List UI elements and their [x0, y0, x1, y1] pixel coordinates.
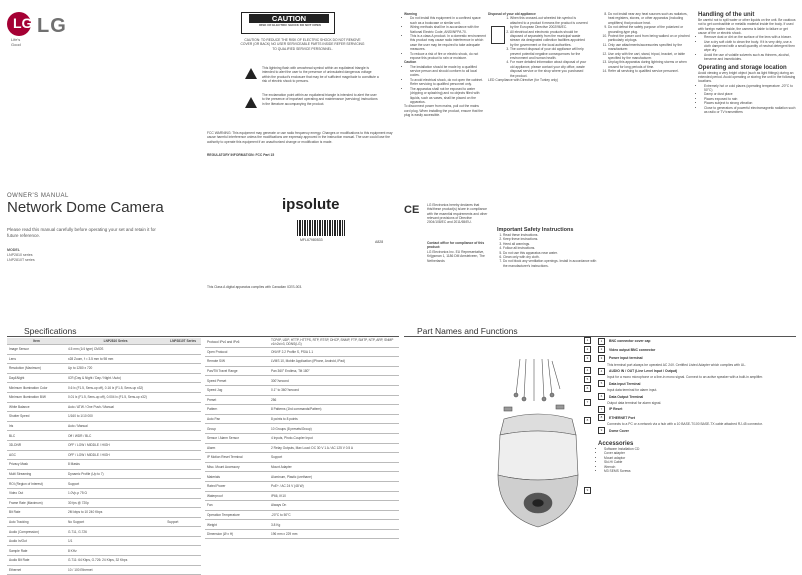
spec-cell: Protocol IPv4 and IPv6 — [205, 338, 269, 347]
spec-cell: Pan 360° Endless, Tilt 180° — [269, 366, 399, 376]
spec-cell: ICR (Day & Night / Day / Night / Auto) — [66, 373, 165, 383]
spec-row — [7, 345, 201, 355]
safety-item: 3. Heed all warnings. — [503, 242, 597, 246]
lg-logo-mark: LG — [7, 12, 31, 36]
part-item: 6 Data Output Terminal — [598, 392, 796, 401]
spec-col-lnp2810t: LNP2810T Series — [165, 338, 201, 345]
callout-8: 8 — [584, 417, 591, 424]
spec-row — [205, 443, 399, 453]
spec-row — [7, 517, 201, 527]
spec-cell: 30 fps @ 720p — [66, 498, 165, 508]
part-item: 4 AUDIO IN / OUT (Line Level Input / Output) — [598, 367, 796, 376]
safety-item: 2. Keep these instructions. — [503, 237, 597, 241]
safety-item: 11. Only use attachments/accessories specified by the manufacturer. — [608, 43, 694, 52]
spec-row — [205, 491, 399, 501]
part-description: Output data terminal for alarm signal. — [607, 400, 662, 405]
spec-cell — [165, 536, 201, 546]
spec-cell: Off / WDR / BLC — [66, 431, 165, 441]
spec-cell: 300°/second — [269, 376, 399, 386]
safety-item: 9. Do not defeat the safety purpose of the polarized or grounding-type plug. — [608, 25, 694, 34]
callout-2: 2 — [584, 346, 591, 353]
dome-camera-illustration — [490, 355, 586, 535]
spec-cell: Support — [66, 479, 165, 489]
spec-cell: Misc. Mount Accessory — [205, 462, 269, 472]
accessory-item: • Mount adaptor — [604, 456, 796, 460]
spec-row — [7, 364, 201, 374]
warning-item: • Do not install this equipment in a confined space such as a bookcase or similar unit. — [410, 16, 486, 25]
spec-cell: Video Out — [7, 488, 66, 498]
location-item: • Damp or dust place — [704, 92, 796, 96]
spec-cell — [165, 354, 201, 364]
spec-row — [205, 395, 399, 405]
spec-cell: 2M kbps to 10 240 Kbps — [66, 508, 165, 518]
spec-cell: Weight — [205, 520, 269, 530]
spec-cell — [165, 431, 201, 441]
location-item: • Close to generators of powerful electromagnetic radiation such as radio or TV transmitters — [704, 106, 796, 115]
disposal-step: 4. For more detailed information about disposal of your old appliance, please contact your city office, waste disposal service or the shop where you purchased the product. — [510, 60, 588, 78]
spec-cell: G.711, G.726 — [66, 527, 165, 537]
callout-9: 9 — [584, 487, 591, 494]
spec-row — [7, 527, 201, 537]
caution-item: • To avoid electrical shock, do not open the cabinet. Refer servicing to qualified personnel only. — [410, 78, 486, 87]
disconnect-text: To disconnect power from mains, pull out the mains cord plug. When installing the product, ensure that the plug is easily accessible. — [404, 104, 483, 117]
part-item: 2 Video output BNC connector — [598, 346, 796, 355]
handling-item: • Use a dry soft cloth to clean the body. If it is very dirty, use a cloth dampened with a small quantity of neutral detergent then wipe dry. — [704, 40, 796, 53]
spec-cell: 1/1 — [66, 536, 165, 546]
spec-cell — [165, 498, 201, 508]
spec-cell: 1/160 to 1/10 000 — [66, 412, 165, 422]
safety-section — [497, 227, 597, 268]
disposal-title: Disposal of your old appliance — [488, 12, 536, 16]
disposal-steps — [506, 16, 588, 78]
lg-tagline: Life's Good — [11, 37, 21, 47]
spec-cell: Preset — [205, 395, 269, 405]
spec-cell: Support — [165, 517, 201, 527]
spec-row — [7, 479, 201, 489]
accessories-title: Accessories — [598, 440, 634, 447]
location-item: • Places exposed to rain — [704, 97, 796, 101]
spec-cell — [165, 556, 201, 566]
code-number: A828 — [375, 240, 384, 244]
accessory-item: • Cover adapter — [604, 451, 796, 455]
part-description: Connects to a PC or a network via a hub with a 10 BASE-T/100 BASE-TX cable attached RJ-45 connector. — [607, 422, 763, 427]
spec-cell — [165, 508, 201, 518]
product-title: Network Dome Camera — [7, 199, 164, 216]
spec-row — [205, 472, 399, 482]
ce-text: LG Electronics hereby declares that this/these product(s) is/are in compliance with the essential requirements and other relevant provisions of Directive 2004/108/EC and 2011/65/EU. — [427, 203, 488, 225]
spec-cell: Privacy Mask — [7, 460, 66, 470]
spec-row — [7, 373, 201, 383]
spec-row — [205, 376, 399, 386]
spec-cell: Fan — [205, 501, 269, 511]
spec-cell: Mount Adapter — [269, 462, 399, 472]
accessory-item: • Ski-Hi Cable — [604, 460, 796, 464]
barcode — [297, 220, 345, 236]
spec-cell: Group — [205, 424, 269, 434]
spec-cell: BLC — [7, 431, 66, 441]
location-list — [698, 84, 796, 115]
spec-cell — [165, 527, 201, 537]
spec-col-lnp2810: LNP2810 Series — [66, 338, 165, 345]
warning-title: Warning — [404, 12, 418, 16]
spec-cell: PoE+ / AC 24 V (48 W) — [269, 481, 399, 491]
caution-text: CAUTION: TO REDUCE THE RISK OF ELECTRIC SHOCK DO NOT REMOVE COVER (OR BACK) NO USER SERVICEABLE PARTS INSIDE REFER SERVICING TO QUALIFIED SERVICE PERSONNEL. — [240, 38, 365, 51]
spec-row — [205, 481, 399, 491]
spec-row — [7, 440, 201, 450]
spec-cell — [165, 421, 201, 431]
ce-mark-icon: CE — [404, 204, 420, 216]
disposal-step: 1. When this crossed-out wheeled bin symbol is attached to a product it means the product is covered by the European Directive 2002/96/EC. — [510, 16, 588, 29]
spec-cell: Alarm — [205, 443, 269, 453]
spec-row — [7, 546, 201, 556]
part-number: MFL67980533 — [300, 238, 323, 242]
warning-item: • This is a class A product. In a domestic environment this product may cause radio interference in which case the user may be required to take adequate measures. — [410, 34, 486, 52]
spec-row — [205, 462, 399, 472]
handling-section — [698, 12, 796, 114]
spec-cell: LVMS 10, Mobile Application (iPhone, Android, iPad) — [269, 357, 399, 367]
safety-item: 13. Unplug this apparatus during lightning storms or when unused for long periods of time. — [608, 60, 694, 69]
spec-cell — [165, 488, 201, 498]
spec-row — [205, 347, 399, 357]
fcc-warning: FCC WARNING: This equipment may generate or use radio frequency energy. Changes or modifications to this equipment may cause harmful interference unless the modifications are expressly approved in the instruction manual. The user could lose the authority to operate this equipment if an unauthorized change or modification is made. — [207, 131, 393, 144]
caution-item: • The installation should be made by a qualified service person and should conform to all local codes. — [410, 65, 486, 78]
spec-cell: 0.1° to 360°/second — [269, 385, 399, 395]
spec-cell: Audio (Compression) — [7, 527, 66, 537]
spec-row — [7, 488, 201, 498]
spec-cell: AGC — [7, 450, 66, 460]
spec-cell — [165, 392, 201, 402]
spec-row — [7, 498, 201, 508]
spec-cell: Audio Bit Rate — [7, 556, 66, 566]
specifications-divider — [7, 336, 399, 337]
spec-cell: 0.01 lx (F1.5, Sens-up off), 0.004 lx (F1.5, Sens-up x32) — [66, 392, 165, 402]
spec-cell: Operation Temperature — [205, 510, 269, 520]
location-text: Avoid viewing a very bright object (such as light fittings) during an extended period. Avoid operating or storing the unit in the following locations. — [698, 70, 796, 84]
handling-list — [698, 35, 796, 61]
safety-item: 10. Protect the power cord from being walked on or pinched particularly at plugs. — [608, 34, 694, 43]
led-compliance: LED Compliance with Directive (for Turkey only) — [488, 77, 558, 82]
spec-cell: Pan/Tilt Travel Range — [205, 366, 269, 376]
spec-row — [7, 392, 201, 402]
spec-cell: Auto Tracking — [7, 517, 66, 527]
safety-item: 7. Do not block any ventilation openings. Install in accordance with the manufacturer's instructions. — [503, 259, 597, 268]
spec-row — [205, 433, 399, 443]
spec-cell: IP66, IK10 — [269, 491, 399, 501]
spec-cell: 4.5 mm (1/4 type) CMOS — [66, 345, 165, 355]
spec-cell: Pattern — [205, 405, 269, 415]
spec-cell: Auto Pan — [205, 414, 269, 424]
spec-cell: 196 mm x 229 mm — [269, 529, 399, 539]
spec-row — [205, 357, 399, 367]
spec-cell: 0.6 lx (F1.5, Sens-up off), 0.16 lx (F1.5, Sens-up x32) — [66, 383, 165, 393]
spec-row — [205, 510, 399, 520]
spec-cell: IP Motion Reset Terminal — [205, 453, 269, 463]
spec-row — [205, 366, 399, 376]
lg-logo-text: LG — [37, 15, 67, 37]
spec-row — [7, 421, 201, 431]
spec-cell — [165, 383, 201, 393]
spec-row — [205, 529, 399, 539]
caution-item: • The apparatus shall not be exposed to water (dripping or splashing) and no objects filled with liquids, such as vases, shall be placed on the apparatus. — [410, 87, 486, 105]
safety-item: 1. Read these instructions. — [503, 233, 597, 237]
spec-cell: Always On — [269, 501, 399, 511]
spec-cell: Dimension (Ø x H) — [205, 529, 269, 539]
spec-row — [205, 385, 399, 395]
spec-cell: 10 / 100 Ethernet — [66, 565, 165, 575]
spec-cell: Frame Rate (Maximum) — [7, 498, 66, 508]
accessory-item: • Software Installation CD — [604, 447, 796, 451]
spec-cell: 8 Masks — [66, 460, 165, 470]
location-item: • Places subject to strong vibration — [704, 101, 796, 105]
spec-cell — [165, 440, 201, 450]
spec-cell — [165, 412, 201, 422]
cover-title-block — [7, 193, 164, 216]
spec-row — [7, 460, 201, 470]
spec-cell: Materials — [205, 472, 269, 482]
spec-row — [7, 508, 201, 518]
lightning-warning-icon — [245, 68, 257, 79]
spec-cell: -20°C to 50°C — [269, 510, 399, 520]
spec-cell: Open Protocol — [205, 347, 269, 357]
accessory-item: • Wrench — [604, 465, 796, 469]
intro-text: Please read this manual carefully before operating your set and retain it for future reference. — [7, 227, 156, 238]
part-item: 8 ETHERNET Port — [598, 414, 796, 423]
canada-notice: This Class A digital apparatus complies with Canadian ICES-003. — [207, 285, 303, 289]
spec-row — [205, 453, 399, 463]
spec-cell: 8 points to 8 points — [269, 414, 399, 424]
accessories-list — [598, 447, 796, 473]
callout-4: 4 — [584, 367, 591, 374]
spec-cell: Waterproof — [205, 491, 269, 501]
spec-row — [205, 405, 399, 415]
disposal-step: 3. The correct disposal of your old appliance will help prevent potential negative consequences for the environment and human health. — [510, 47, 588, 60]
accessory-item: • M3 SEMS Screws — [604, 469, 796, 473]
spec-row — [7, 469, 201, 479]
location-title: Operating and storage location — [698, 64, 787, 71]
spec-cell: Auto / Manual — [66, 421, 165, 431]
spec-cell: Ethernet — [7, 565, 66, 575]
part-item: 9 Dome Cover — [598, 426, 796, 435]
spec-cell: Image Sensor — [7, 345, 66, 355]
spec-cell: Lens — [7, 354, 66, 364]
parts-legend — [598, 337, 796, 473]
spec-cell: Shutter Speed — [7, 412, 66, 422]
spec-cell — [165, 402, 201, 412]
callout-7: 7 — [584, 399, 591, 406]
spec-row — [205, 501, 399, 511]
spec-row — [205, 424, 399, 434]
spec-cell — [165, 460, 201, 470]
spec-table-2-body — [205, 338, 399, 539]
safety-item: 6. Clean only with dry cloth. — [503, 255, 597, 259]
warning-section — [404, 12, 486, 117]
handling-item: • Avoid the use of volatile solvents such as thinners, alcohol, benzene and insecticides. — [704, 53, 796, 62]
spec-cell: x28 Zoom, f = 3.5 mm to 98 mm — [66, 354, 165, 364]
part-description: This terminal port always be operated AC 24V. Certified Listed Adapter which complies with UL. — [607, 362, 746, 367]
spec-cell: 8 Patterns (1hd commands/Pattern) — [269, 405, 399, 415]
spec-row — [7, 431, 201, 441]
callout-5: 5 — [584, 376, 591, 383]
disposal-section — [488, 12, 588, 82]
spec-cell: G.711: 64 Kbps, G.726: 24 Kbps, 32 Kbps — [66, 556, 165, 566]
spec-cell: 1.0Vp-p 75 Ω — [66, 488, 165, 498]
spec-cell: Speed Jog — [205, 385, 269, 395]
spec-cell: TCP/IP, UDP, HTTP, HTTPS, RTP, RTSP, DHCP, SNMP, FTP, SMTP, NTP, ARP, SNMP v1/v2c/v3, DDNS(LG) — [269, 338, 399, 347]
spec-cell: Sensor / Alarm Sensor — [205, 433, 269, 443]
contact-text: LG Electronics Inc. EU Representative, Krijgsman 1, 1186 DM Amstelveen, The Netherlands — [427, 250, 485, 263]
spec-cell: Dynamic Profile (Up to 7) — [66, 469, 165, 479]
spec-cell — [165, 345, 201, 355]
regulatory-info: REGULATORY INFORMATION: FCC Part 15 — [207, 153, 275, 157]
spec-cell: Rated Power — [205, 481, 269, 491]
spec-cell: Iris — [7, 421, 66, 431]
lightning-text: This lightning flash with arrowhead symbol within an equilateral triangle is intended to alert the user to the presence of uninsulated dangerous voltage within the product's enclosure that may be of sufficient magnitude to constitute a risk of electric shock to persons. — [262, 66, 379, 83]
spec-table-1-body — [7, 345, 201, 575]
spec-cell: OFF / LOW / MIDDLE / HIGH — [66, 450, 165, 460]
callout-3: 3 — [584, 355, 591, 362]
exclamation-warning-icon — [245, 97, 257, 108]
spec-row — [7, 354, 201, 364]
handling-text: Be careful not to spill water or other liquids on the unit. Be cautious not to get combustible or metallic material inside the body. If used with foreign matter inside, the camera is liable to failure or get cause of fire or electric shock. — [698, 18, 796, 35]
spec-row — [205, 414, 399, 424]
location-item: • Extremely hot or cold places (operating temperature -20°C to 50°C) — [704, 84, 796, 93]
spec-row — [7, 383, 201, 393]
safety-item: 14. Refer all servicing to qualified service personnel. — [608, 69, 694, 73]
spec-row — [205, 338, 399, 347]
model-block — [7, 248, 35, 263]
part-item: 3 Power input terminal — [598, 354, 796, 363]
specifications-title: Specifications — [24, 326, 77, 336]
spec-row — [7, 450, 201, 460]
spec-cell: ROI (Region of Interest) — [7, 479, 66, 489]
safety-item: 5. Do not use this apparatus near water. — [503, 251, 597, 255]
part-description: Input data terminal for alarm input. — [607, 388, 658, 393]
spec-cell: Minimum Illumination B/W — [7, 392, 66, 402]
model-2: LNP2810T series — [7, 258, 35, 262]
spec-cell: Multi Streaming — [7, 469, 66, 479]
spec-cell: Aluminum, Plastic (urethane) — [269, 472, 399, 482]
spec-row — [205, 520, 399, 530]
part-description: Input for a mono microphone or a line-in mono signal. Connect to an active speaker with a built-in amplifier. — [607, 375, 763, 380]
spec-row — [7, 402, 201, 412]
caution-title: CAUTION — [249, 14, 329, 23]
wheelie-bin-icon — [491, 26, 505, 44]
spec-cell — [165, 450, 201, 460]
disposal-step: 2. All electrical and electronic products should be disposed of separately from the municipal waste stream via designated collection facilities appointed by the government or the local authorities. — [510, 30, 588, 48]
spec-cell: Remote S/W — [205, 357, 269, 367]
handling-title: Handling of the unit — [698, 12, 755, 18]
callout-6: 6 — [584, 385, 591, 392]
part-item: 1 BNC connector cover cap — [598, 337, 796, 346]
spec-cell: Bit Rate — [7, 508, 66, 518]
safety-title: Important Safety Instructions — [497, 227, 574, 233]
model-label: MODEL — [7, 248, 20, 252]
spec-cell — [165, 479, 201, 489]
warning-list — [404, 16, 486, 60]
caution-list — [404, 65, 486, 105]
spec-row — [7, 556, 201, 566]
manual-label: OWNER'S MANUAL — [7, 193, 69, 199]
spec-cell: Speed Preset — [205, 376, 269, 386]
safety-item: 8. Do not install near any heat sources such as radiators, heat registers, stoves, or other apparatus (including amplifiers) that produce heat. — [608, 12, 694, 25]
spec-cell: 3D-DNR — [7, 440, 66, 450]
spec-cell: Day&Night — [7, 373, 66, 383]
parts-title: Part Names and Functions — [417, 326, 518, 336]
spec-row — [7, 536, 201, 546]
spec-cell: 10 Groups (8 presets/Group) — [269, 424, 399, 434]
spec-cell: Support — [269, 453, 399, 463]
warning-item: • Wiring methods shall be in accordance with the National Electric Code, ANSI/NFPA 70. — [410, 25, 486, 34]
spec-cell: 256 — [269, 395, 399, 405]
spec-cell — [165, 469, 201, 479]
spec-cell: 4 Inputs, Photo-Coupler Input — [269, 433, 399, 443]
spec-table-2 — [205, 338, 399, 539]
spec-cell — [165, 373, 201, 383]
part-item: 5 Data input Terminal — [598, 380, 796, 389]
spec-cell: Up to 1280 x 720 — [66, 364, 165, 374]
spec-cell: Sample Rate — [7, 546, 66, 556]
spec-table-1 — [7, 338, 201, 575]
contact-title: Contact office for compliance of this product: — [427, 241, 485, 250]
caution-subtitle-2: Caution — [404, 60, 417, 65]
model-1: LNP2810 series — [7, 253, 33, 257]
part-item: 7 IP Reset — [598, 405, 796, 414]
spec-cell — [165, 364, 201, 374]
spec-cell: 2 Relay Outputs, Max Load: DC 30 V 1 A / AC 125 V 0.5 A — [269, 443, 399, 453]
safety-list-2 — [602, 12, 694, 74]
spec-cell: 3.8 Kg — [269, 520, 399, 530]
spec-cell: White Balance — [7, 402, 66, 412]
spec-cell: Resolution (Maximum) — [7, 364, 66, 374]
spec-cell: 8 KHz — [66, 546, 165, 556]
caution-subtitle: RISK OF ELECTRIC SHOCK DO NOT OPEN — [259, 23, 321, 27]
safety-continued — [602, 12, 694, 74]
handling-item: • Remove dust or dirt on the surface of the lens with a blower. — [704, 35, 796, 39]
spec-col-item: Item — [7, 338, 66, 345]
exclamation-text: The exclamation point within an equilateral triangle is intended to alert the user to the presence of important operating and maintenance (servicing) instructions in the literature accompanying the product. — [262, 93, 378, 106]
safety-item: 12. Use only with the cart, stand, tripod, bracket, or table specified by the manufacturer. — [608, 52, 694, 61]
spec-cell: Audio In/Out — [7, 536, 66, 546]
spec-cell: ONVIF 2.2 Profile S, PSIA 1.1 — [269, 347, 399, 357]
ipsolute-logo: ipsolute — [282, 196, 340, 213]
spec-cell — [165, 546, 201, 556]
spec-row — [7, 412, 201, 422]
safety-item: 4. Follow all instructions. — [503, 246, 597, 250]
safety-list — [497, 233, 597, 268]
callout-1: 1 — [584, 337, 591, 344]
spec-cell: Minimum Illumination Color — [7, 383, 66, 393]
spec-cell: OFF / LOW / MIDDLE / HIGH — [66, 440, 165, 450]
warning-item: • To reduce a risk of fire or electric shock, do not expose this product to rain or moisture. — [410, 52, 486, 61]
spec-cell: Auto / ATW / One Push / Manual — [66, 402, 165, 412]
spec-cell: No Support — [66, 517, 165, 527]
